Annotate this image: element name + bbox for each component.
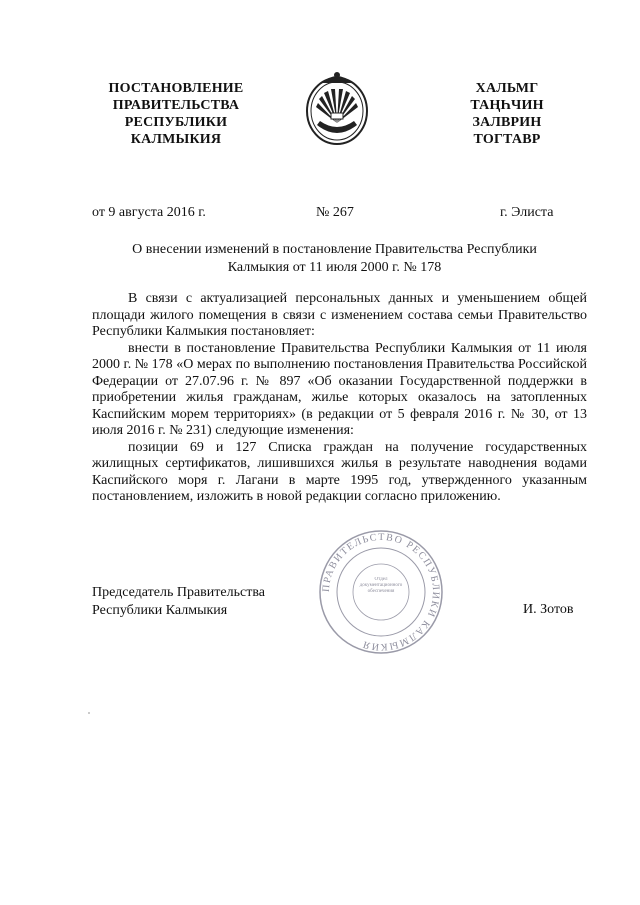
document-date: от 9 августа 2016 г. xyxy=(92,205,206,220)
header-left-line: ПРАВИТЕЛЬСТВА xyxy=(112,98,240,113)
document-city: г. Элиста xyxy=(500,205,554,220)
signatory-position-line: Председатель Правительства xyxy=(92,585,265,600)
body-paragraph: В связи с актуализацией персональных данных и уменьшением общей площади жилого помещения в связи с изменением состава семьи Правительство Республики Калмыкия постановляет: xyxy=(92,291,587,339)
header-left xyxy=(96,80,256,148)
header-right-line: ТОГТАВР xyxy=(473,132,541,147)
header-right-line: ЗАЛВРИН xyxy=(472,115,542,130)
body-paragraph: внести в постановление Правительства Республики Калмыкия от 11 июля 2000 г. № 178 «О мерах по выполнению постановления Правительства Российской Федерации от 27.07.96 г. № 897 «Об оказании Государственной поддержки в приобретении жилья гражданам, жилье которых оказалось на затопленных Каспийским морем территориях» (в редакции от 5 февраля 2016 г. № 30, от 13 июля 2016 г. № 231) следующие изменения: xyxy=(92,340,587,438)
kalmykia-coat-of-arms-icon xyxy=(302,67,372,149)
title-line: О внесении изменений в постановление Правительства Республики xyxy=(132,242,537,257)
header-left-line: КАЛМЫКИЯ xyxy=(130,132,222,147)
body-paragraph: позиции 69 и 127 Списка граждан на получение государственных жилищных сертификатов, лишившихся жилья в результате наводнения водами Каспийского моря г. Лагани в марте 1995 год, утвержденного указанным постановлением, изложить в новой редакции согласно приложению. xyxy=(92,439,587,504)
official-stamp xyxy=(316,527,446,657)
stamp-icon xyxy=(316,527,446,657)
scan-speck xyxy=(88,712,90,714)
title-line: Калмыкия от 11 июля 2000 г. № 178 xyxy=(227,260,442,275)
header-right-line: ХАЛЬМГ xyxy=(475,81,539,96)
header-right-line: ТАҢҺЧИН xyxy=(470,98,544,113)
document-title xyxy=(92,241,577,277)
header-right xyxy=(452,80,562,148)
stamp-text: ПРАВИТЕЛЬСТВО РЕСПУБЛИКИ КАЛМЫКИЯ xyxy=(320,531,442,653)
stamp-center-text: Отдел документационного обеспечения xyxy=(359,577,403,594)
header-left-line: РЕСПУБЛИКИ xyxy=(124,115,228,130)
document-body xyxy=(92,291,587,506)
document-number: № 267 xyxy=(316,205,354,220)
signatory-position-line: Республики Калмыкия xyxy=(92,603,228,618)
signatory-position xyxy=(92,584,265,620)
header-left-line: ПОСТАНОВЛЕНИЕ xyxy=(108,81,244,96)
signatory-name: И. Зотов xyxy=(523,602,574,617)
